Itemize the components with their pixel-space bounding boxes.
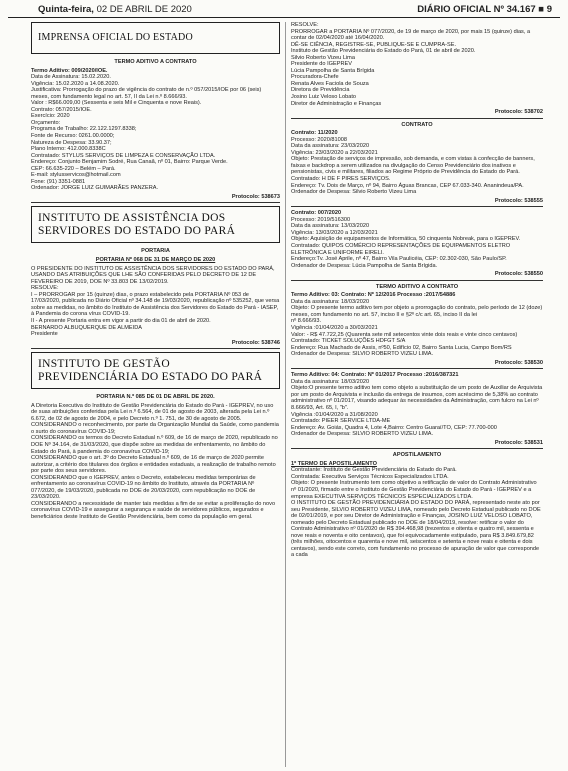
- text-line: Valor : R$66.009,00 (Sessenta e seis Mil e Cinquenta e nove Reais).: [31, 100, 202, 107]
- text-line: Objeto:O presente termo aditivo tem como objeto a substituição de um posto de Auxiliar de Arquivista por um posto de Arquivista e inclusão da entrega de insumos, com acréscimo de 5,38% ao contrato administrativo nº 01/2017, visando adequar às necessidades da Administração, com fulcro na Lei nº 8.666/93, Art. 65, I, "b".: [291, 385, 544, 411]
- text-line: CONSIDERANDO que o art. 3º do Decreto Estadual n.º 609, de 16 de março de 2020 permite autorizar, a critério dos titulares dos órgãos e entidades estaduais, a realização de trabalho remoto por parte dos seus servidores.: [31, 455, 278, 475]
- text-line: Data da assinatura: 13/03/2020: [291, 223, 370, 230]
- text-line: Plano Interno: 412.000.8338C: [31, 146, 106, 153]
- termo-aditivo-body: [31, 74, 280, 192]
- apostilamento-title: 1º TERMO DE APOSTILAMENTO: [291, 460, 377, 467]
- text-line: PRORROGAR a PORTARIA Nº 077/2020, de 19 de março de 2020, por mais 15 (quinze) dias, a contar de 02/04/2020 até 16/04/2020.: [291, 28, 532, 42]
- protocolo-538702: Protocolo: 538702: [494, 109, 543, 116]
- text-line: nº 8.666/93.: [291, 318, 322, 325]
- text-line: Lúcia Pampolha de Santa Brígida: [291, 67, 375, 74]
- text-line: Ordenador de Despesa: Lúcia Pampolha de Santa Brígida.: [291, 262, 438, 269]
- text-line: Renata Alves Faciola de Souza: [291, 80, 369, 87]
- text-line: Exercício: 2020: [31, 113, 70, 120]
- text-line: II - A presente Portaria entra em vigor a partir do dia 01 de abril de 2020.: [31, 317, 211, 324]
- apostilamento-body: [291, 467, 543, 559]
- text-line: RESOLVE:: [31, 285, 59, 292]
- text-line: Silvio Roberto Vizeu Lima: [291, 54, 355, 61]
- text-line: Endereço: Conjunto Benjamim Sodré, Rua Canaã, nº 01, Bairro: Parque Verde.: [31, 159, 228, 166]
- text-line: Objeto: O presente termo aditivo tem por objeto a prorrogação do contrato, pelo período de 12 (doze) meses, com fundamento no art. 57, inciso II e §2º c/c art. 65, inciso II da lei: [291, 305, 544, 318]
- contrato-11-body: [291, 137, 543, 196]
- text-line: Endereço:Tv. José Aprile, nº 47, Bairro Vila Paulicéia, CEP: 02.302-030, São Paulo/SP.: [291, 256, 507, 263]
- org-iasep: INSTITUTO DE ASSISTÊNCIA DOS SERVIDORES DO ESTADO DO PARÁ: [31, 206, 280, 243]
- text-line: Instituto de Gestão Previdenciária do Estado do Pará, 01 de abril de 2020.: [291, 48, 476, 55]
- portaria-068-title: PORTARIA Nº 068 DE 31 DE MARÇO DE 2020: [95, 257, 216, 264]
- org-igeprev: INSTITUTO DE GESTÃO PREVIDENCIÁRIA DO ESTADO DO PARÁ: [31, 352, 280, 389]
- portaria-068-body: [31, 266, 280, 338]
- left-column: [31, 22, 280, 769]
- text-line: Vigência: 23/03/2020 a 22/03/2021: [291, 149, 378, 156]
- portaria-085-body: [31, 403, 280, 521]
- section-termo-aditivo: TERMO ADITIVO A CONTRATO: [114, 59, 197, 65]
- section-termo-aditivo-right: TERMO ADITIVO A CONTRATO: [375, 283, 459, 290]
- text-line: DÊ-SE CIÊNCIA, REGISTRE-SE, PUBLIQUE-SE E CUMPRA-SE.: [291, 41, 457, 48]
- text-line: CONSIDERANDO que o IGEPREV, antes o Decreto, estabeleceu medidas temporárias de enfrentamento ao coronavírus COVID-19 no âmbito do Instituto, através da PORTARIA Nº 077/2020, de 19/03/2020, publicada no DOE de 20/03/2020, com republicação no DOE de 23/03/2020.: [31, 474, 258, 501]
- text-line: Diretor de Administração e Finanças: [291, 100, 382, 107]
- column-divider: [285, 22, 286, 767]
- text-line: BERNARDO ALBUQUERQUE DE ALMEIDA: [31, 324, 142, 331]
- text-line: Fone: (91) 3351-0881: [31, 178, 86, 185]
- text-line: Valor: - R$ 47.722,25 (Quarenta sete mil setecentos vinte dois reais e vinte cinco centavos): [291, 331, 518, 338]
- journal-name: DIÁRIO OFICIAL Nº 34.167: [417, 4, 536, 15]
- text-line: Josino Luiz Veloso Lobato: [291, 94, 356, 101]
- text-line: A Diretoria Executiva do Instituto de Gestão Previdenciária do Estado do Pará - IGEPREV, no uso de suas atribuições conferidas pela Lei n.º 6.564, de 01 de agosto de 2003, alterada pela Lei n.º 6.672, de 02 de agosto de 2004, e pelo Decreto n.º 1. 751, de 30 de agosto de 2005.: [31, 402, 275, 422]
- termo-aditivo-03-title: Termo Aditivo: 03: Contrato: Nº 12/2016 Processo :2017/54886: [291, 292, 456, 299]
- text-line: Contratado: TICKET SOLUÇÕES HDFGT S/A: [291, 338, 406, 345]
- page-header: [8, 3, 560, 18]
- text-line: Ordenador de Despesa: Silvio Roberto Vizeu Lima: [291, 189, 417, 196]
- termo-aditivo-04-body: [291, 379, 543, 438]
- text-line: Vigência :01/04/2020 a 31/08/2020: [291, 411, 378, 418]
- header-date: [38, 4, 192, 15]
- text-line: Ordenador: JORGE LUIZ GUIMARÃES PANZERA.: [31, 185, 159, 192]
- text-line: CONSIDERANDO o reconhecimento, por parte da Organização Mundial da Saúde, como pandemia o surto do coronavírus COVID-19;: [31, 422, 281, 435]
- header-date-text: 02 DE ABRIL DE 2020: [96, 4, 192, 15]
- text-line: Objeto: Prestação de serviços de impressão, sob demanda, e com vistas à confecção de banners, faixas e backdrop a serem utilizados na divulgação do Censo Previdenciário dos inativos e pensionistas, civis e militares, filiados ao Regime Próprio de Previdência do Estado do Pará.: [291, 156, 537, 176]
- text-line: Objeto: O presente Instrumento tem como objetivo a retificação de valor do Contrato Administrativo nº 01/2020, firmado entre o Instituto de Gestão Previdenciária do Estado do Pará - IGEPREV e a empresa EXECUTIVA SERVIÇOS TÉCNICOS ESPECIALIZADOS LTDA.: [291, 480, 539, 500]
- text-line: RESOLVE:: [291, 22, 319, 28]
- text-line: Justificativa: Prorrogação do prazo de vigência do contrato de n.º 057/2015/IOE por 06 (seis) meses, com fundamento legal no art. 57, II da Lei n.º 8.666/93.: [31, 87, 263, 100]
- text-line: Ordenador de Despesa: SILVIO ROBERTO VIZEU LIMA.: [291, 351, 434, 358]
- text-line: Endereço: Av. Goiás, Quadra 4, Lote 4,Bairro: Centro Guaraí/TO, CEP: 77.700-000: [291, 424, 497, 431]
- contrato-007-title: Contrato: 007/2020: [291, 210, 342, 217]
- text-line: Endereço: Tv. Dois de Março, nº 94, Bairro Águas Brancas, CEP 67.033-340. Ananindeua/PA.: [291, 182, 524, 189]
- text-line: I – PRORROGAR por 15 (quinze) dias, o prazo estabelecido pela PORTARIA Nº 053 de 17/03/2020, publicada no Diário Oficial nº 34.148 de 19/03/2020, republicação nº 535252, que versa sobre as medidas, no âmbito do Instituto de Assistência dos Servidores do Estado do Pará - IASEP, à Pandemia do corona vírus COVID-19.: [31, 291, 281, 318]
- text-line: Fonte de Recurso: 0261.00.0000;: [31, 133, 115, 140]
- text-line: Presidente do IGEPREV: [291, 61, 352, 68]
- portaria-085-continuation: [291, 22, 543, 107]
- protocolo-538550: Protocolo: 538550: [494, 271, 543, 278]
- text-line: CEP: 66.635-220 – Belém – Pará.: [31, 165, 116, 172]
- text-line: O INSTITUTO DE GESTÃO PREVIDENCIÁRIA DO ESTADO DO PARÁ, representado neste ato por seu Presidente, SILVIO ROBERTO VIZEU LIMA, nomeado pelo Decreto Estadual publicado no DOE de 02/01/2019, e por seu Diretor de Administração e Finanças, JOSINO LUIZ VELOSO LOBATO, nomeado pelo Decreto Estadual publicado no DOE de 18/04/2019, resolve: retificar o valor do Contrato Administrativo nº 01/2020 de R$ 394.468,98 (trezentos e oitenta e quatro mil, sessenta e nove reais e noventa e oito centavos), que foi equivocadamente estipulado, para R$ 3.849.679,82 (três milhões, oitocentos e quarenta e nove mil, seiscentos e setenta e nove reais e oitenta e dois centavos), sendo este correto, com fundamento no processo de apuração de valor que corresponde a cada: [291, 500, 543, 559]
- text-line: Vigência: 13/03/2020 a 12/03/2021: [291, 229, 378, 236]
- text-line: Processo: 2019/516300: [291, 216, 351, 223]
- section-apostilamento: APOSTILAMENTO: [392, 452, 442, 459]
- text-line: Vigência: 15.02.2020 a 14.08.2020.: [31, 80, 120, 87]
- header-journal: DIÁRIO OFICIAL Nº 34.167 ■ 9: [417, 4, 552, 15]
- protocolo-538673: Protocolo: 538673: [231, 193, 280, 200]
- protocolo-538531: Protocolo: 538531: [494, 439, 543, 446]
- portaria-085-title: PORTARIA N.º 085 DE 01 DE ABRIL DE 2020.: [96, 394, 215, 401]
- text-line: Ordenador de Despesa: SILVIO ROBERTO VIZEU LIMA.: [291, 431, 434, 438]
- text-line: Vigência :01/04/2020 a 30/03/2021: [291, 324, 378, 331]
- text-line: Contratado: STYLUS SERVIÇOS DE LIMPEZA E CONSERVAÇÃO LTDA.: [31, 152, 216, 159]
- protocolo-538530: Protocolo: 538530: [494, 359, 543, 366]
- text-line: Contratado: H DE F PIRES SERVIÇOS.: [291, 176, 391, 183]
- text-line: Data da assinatura: 23/03/2020: [291, 143, 370, 150]
- header-day: Quinta-feira,: [38, 4, 94, 15]
- text-line: Programa de Trabalho: 22.122.1297.8338;: [31, 126, 137, 133]
- text-line: Contrato: 057/2015/IOE.: [31, 106, 92, 113]
- text-line: Data de Assinatura: 15.02.2020.: [31, 74, 111, 81]
- text-line: Objeto: Aquisição de equipamentos de Informática, 50 cinquenta Nobreak, para o IGEPREV.: [291, 236, 521, 243]
- text-line: CONSIDERANDO os termos do Decreto Estadual n.º 609, de 16 de março de 2020, republicado no DOE Nº 34.164, de 31/03/2020, que dispõe sobre as medidas de enfrentamento, no âmbito do Estado do Pará, à pandemia do coronavírus COVID-19;: [31, 435, 280, 455]
- right-column: [291, 22, 543, 769]
- text-line: Contratado: QUIPOS COMÉRCIO REPRESENTAÇÕES DE EQUIPAMENTOS ELETRO ELETRÔNICA E UNIFORME EIRELI.: [291, 242, 512, 256]
- termo-aditivo-04-title: Termo Aditivo: 04: Contrato: Nº 01/2017 Processo :2016/387321: [291, 372, 459, 379]
- termo-aditivo-title: Termo Aditivo: 009/2020/IOE.: [31, 67, 108, 74]
- text-line: Presidente: [31, 331, 58, 338]
- text-line: Endereço: Rua Machado de Assis, nº50, Edifício 02, Bairro Santa Lucia, Campo Bom/RS: [291, 344, 512, 351]
- contrato-11-title: Contrato: 11/2020: [291, 130, 338, 137]
- page-number: 9: [546, 4, 552, 15]
- org-imprensa-oficial: IMPRENSA OFICIAL DO ESTADO: [31, 22, 280, 54]
- text-line: E-mail: stylusservicos@hotmail.com: [31, 172, 121, 179]
- section-contrato: CONTRATO: [401, 121, 433, 128]
- section-portaria: PORTARIA: [141, 248, 170, 255]
- text-line: Contratado: PIEER SERVICE LTDA-ME: [291, 418, 391, 425]
- text-line: Processo: 2020/81008: [291, 136, 347, 143]
- contrato-007-body: [291, 217, 543, 269]
- text-line: O PRESIDENTE DO INSTITUTO DE ASSISTÊNCIA DOS SERVIDORES DO ESTADO DO PARÁ, USANDO DAS ATRIBUIÇÕES QUE LHE SÃO CONFERIDAS PELO DECRETO DE 12 DE FEVEREIRO DE 2019, DOE Nº 33.803 DE 13/02/2019.: [31, 265, 277, 285]
- termo-aditivo-03-body: [291, 299, 543, 358]
- text-line: Contratada: Executiva Serviços Técnicos Especializados LTDA.: [291, 473, 449, 480]
- protocolo-538746: Protocolo: 538746: [231, 339, 280, 346]
- text-line: Data da assinatura: 18/03/2020: [291, 298, 370, 305]
- text-line: Natureza de Despesa: 33.90.37;: [31, 139, 112, 146]
- text-line: Diretora de Previdência: [291, 87, 350, 94]
- protocolo-538555: Protocolo: 538555: [494, 197, 543, 204]
- text-line: Procuradora-Chefe: [291, 74, 339, 81]
- text-line: Contratante: Instituto de Gestão Previdenciária do Estado do Pará.: [291, 467, 457, 474]
- text-line: Orçamento:: [31, 119, 61, 126]
- text-line: CONSIDERANDO a necessidade de manter tais medidas a fim de se evitar a proliferação do novo coronavírus COVID-19 e assegurar a segurança e saúde de servidores públicos, segurados e beneficiários deste Instituto de Gestão Previdenciária, bem como da população em geral.: [31, 500, 277, 520]
- text-line: Data da assinatura: 18/03/2020: [291, 378, 370, 385]
